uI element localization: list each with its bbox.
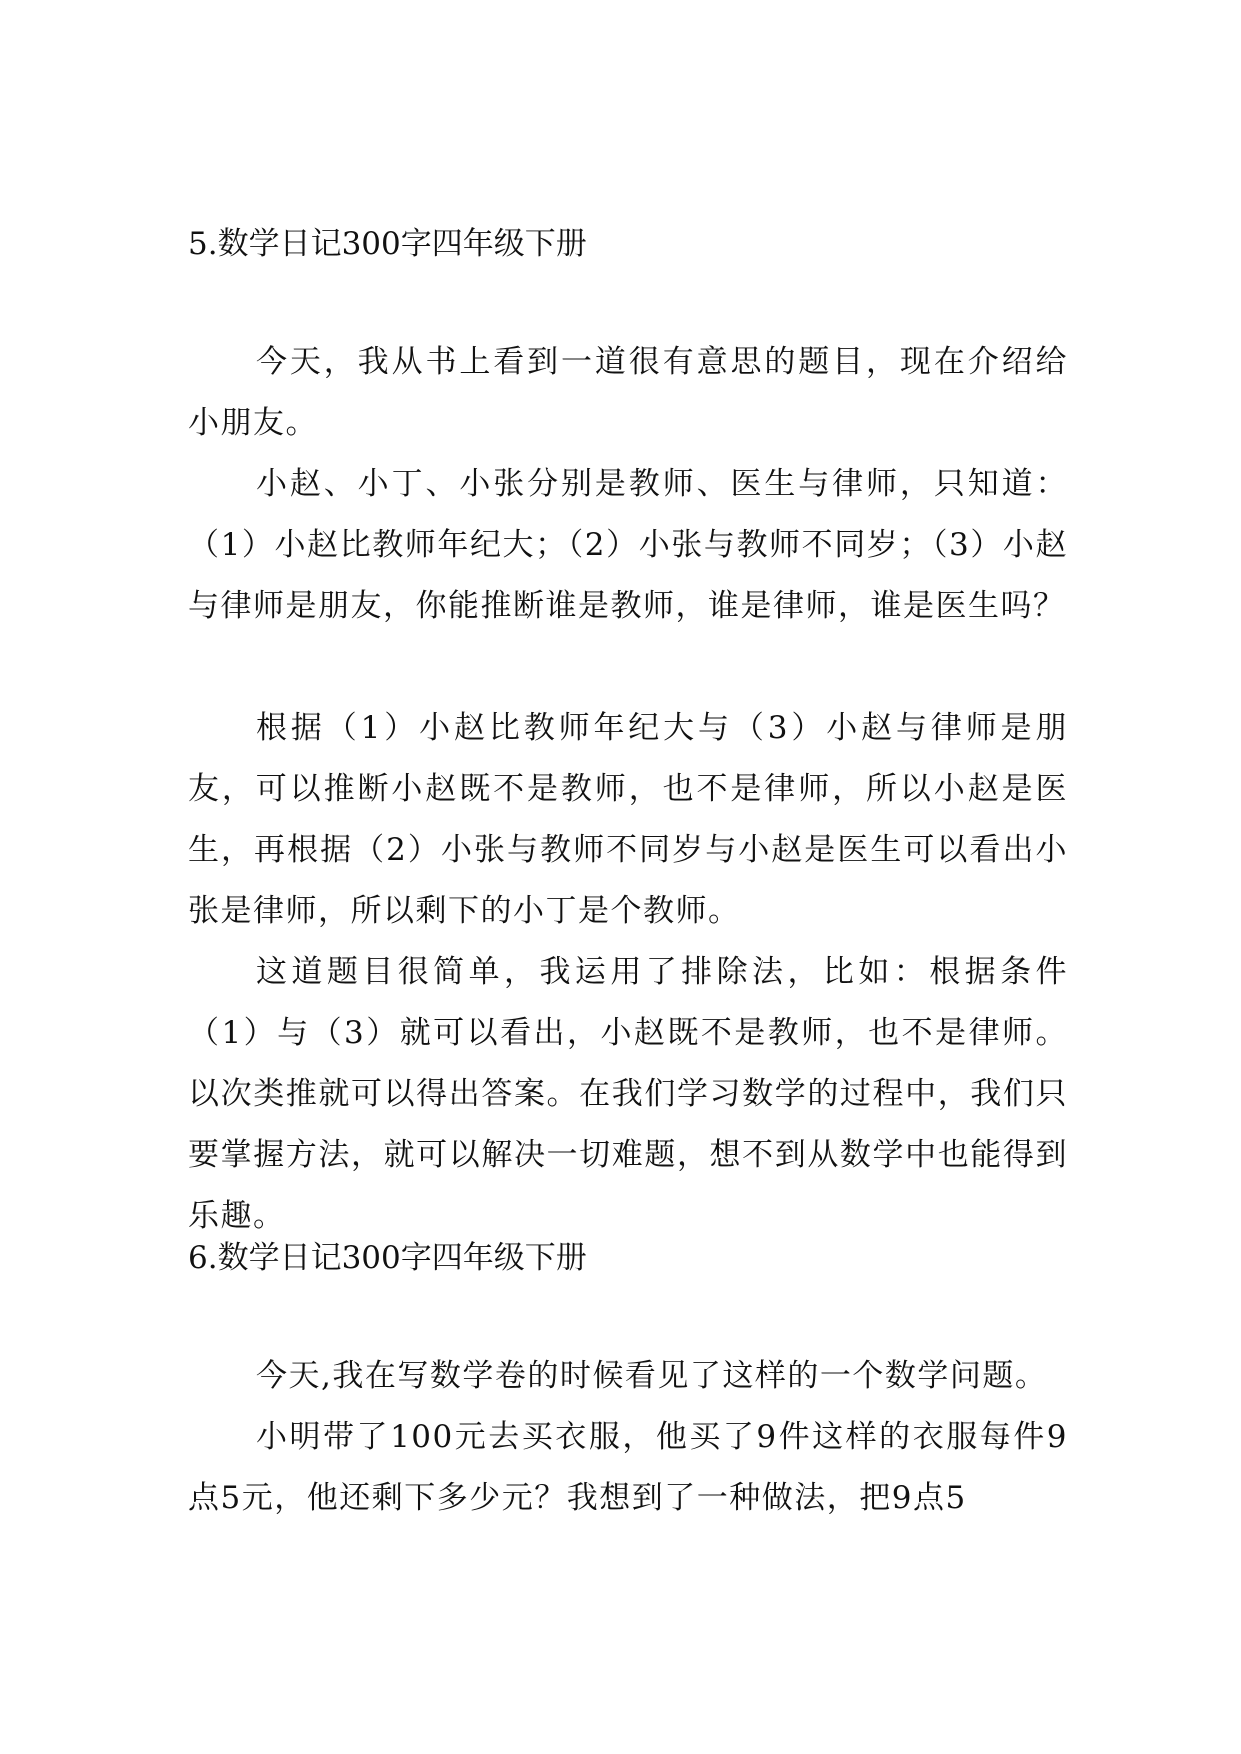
section-5-heading: 5.数学日记300字四年级下册 [188, 226, 587, 262]
section-6-paragraph-2: 小明带了100元去买衣服，他买了9件这样的衣服每件9点5元，他还剩下多少元？我想到了一种做法，把9点5 [188, 1419, 1068, 1516]
section-5-paragraph-4: 这道题目很简单，我运用了排除法，比如：根据条件（1）与（3）就可以看出，小赵既不是教师，也不是律师。以次类推就可以得出答案。在我们学习数学的过程中，我们只要掌握方法，就可以解决一切难题，想不到从数学中也能得到乐趣。 [188, 954, 1068, 1234]
section-6-heading: 6.数学日记300字四年级下册 [188, 1240, 587, 1276]
section-6-paragraph-1: 今天,我在写数学卷的时候看见了这样的一个数学问题。 [256, 1358, 1048, 1394]
section-5-paragraph-2: 小赵、小丁、小张分别是教师、医生与律师，只知道：（1）小赵比教师年纪大；（2）小张与教师不同岁；（3）小赵与律师是朋友，你能推断谁是教师，谁是律师，谁是医生吗？ [188, 466, 1068, 624]
section-5-paragraph-3: 根据（1）小赵比教师年纪大与（3）小赵与律师是朋友，可以推断小赵既不是教师，也不是律师，所以小赵是医生，再根据（2）小张与教师不同岁与小赵是医生可以看出小张是律师，所以剩下的小丁是个教师。 [188, 710, 1068, 929]
section-5-paragraph-1: 今天，我从书上看到一道很有意思的题目，现在介绍给小朋友。 [188, 344, 1068, 441]
